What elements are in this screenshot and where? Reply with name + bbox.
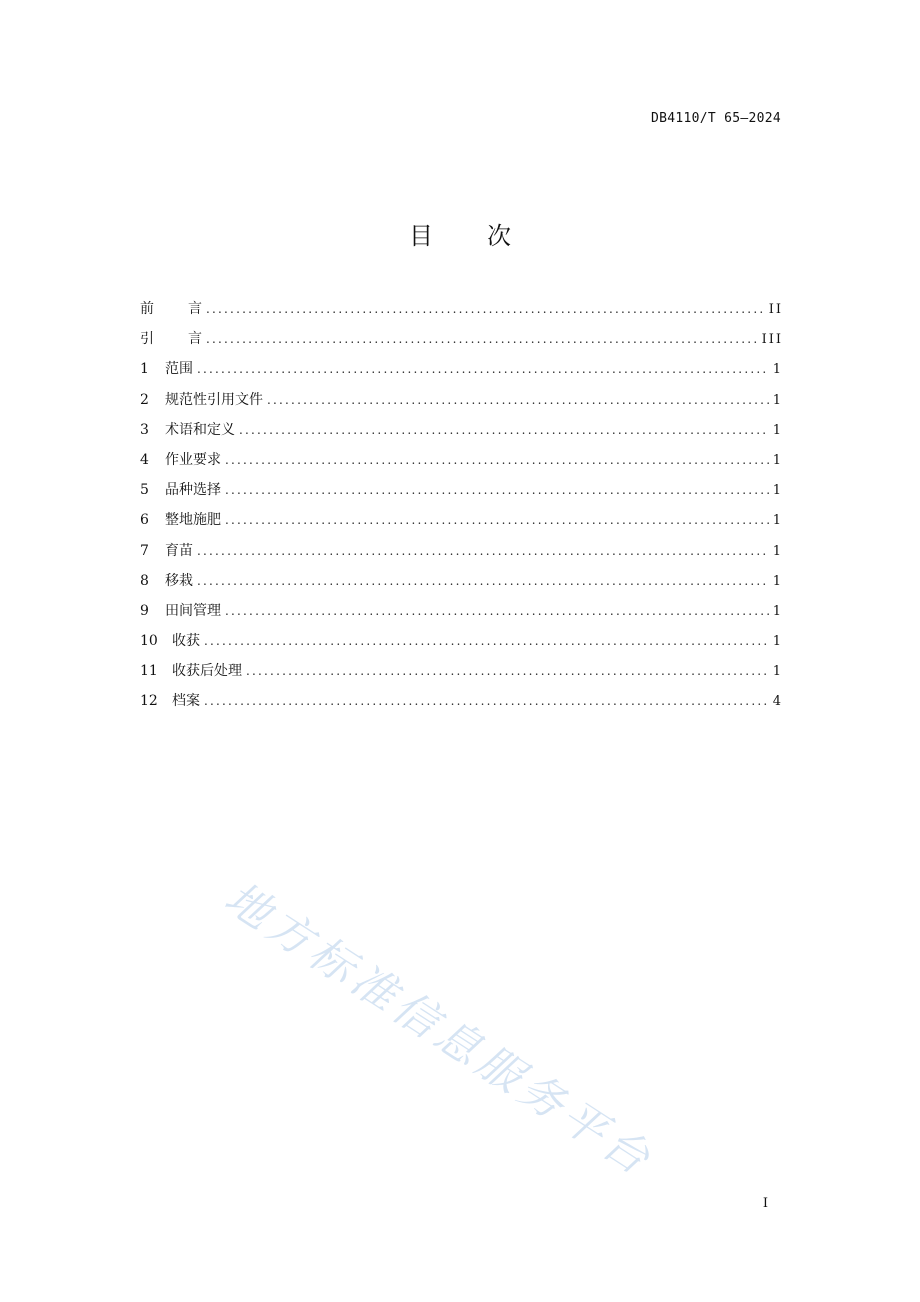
toc-entry-label: 品种选择 (165, 482, 221, 499)
toc-entry-label: 规范性引用文件 (165, 391, 263, 408)
toc-entry[interactable] (140, 479, 781, 509)
toc-entry-label: 引 言 (140, 331, 202, 348)
toc-entry-page: 1 (772, 422, 783, 438)
toc-title-char-2: 次 (487, 222, 511, 250)
toc-entry-page: 1 (772, 513, 783, 529)
toc-entry-page: 1 (772, 664, 783, 680)
toc-leader-dots (206, 332, 758, 346)
toc-leader-dots (225, 453, 769, 467)
toc-leader-dots (204, 634, 769, 648)
toc-entry-label: 术语和定义 (165, 421, 235, 438)
toc-entry[interactable] (140, 600, 781, 630)
toc-entry-label: 收获 (172, 633, 200, 650)
toc-entry-label: 育苗 (165, 542, 193, 559)
toc-entry-page: III (761, 332, 783, 348)
toc-entry-label: 作业要求 (165, 451, 221, 468)
toc-entry-number: 8 (140, 572, 149, 589)
toc-entry-label: 范围 (165, 361, 193, 378)
toc-entry-page: 1 (772, 362, 783, 378)
table-of-contents (140, 298, 781, 721)
toc-title (0, 216, 920, 251)
toc-leader-dots (204, 694, 769, 708)
toc-entry-page: 1 (772, 483, 783, 499)
toc-entry-label: 移栽 (165, 572, 193, 589)
watermark-text: 地方标准信息服务平台 (215, 872, 663, 1188)
toc-leader-dots (267, 393, 769, 407)
toc-entry-page: 1 (772, 603, 783, 619)
toc-entry-number: 1 (140, 361, 149, 378)
toc-entry[interactable] (140, 389, 781, 419)
toc-entry-foreword[interactable] (140, 298, 781, 328)
toc-entry-number: 6 (140, 512, 149, 529)
toc-entry-page: 1 (772, 452, 783, 468)
toc-entry-number: 5 (140, 482, 149, 499)
toc-leader-dots (225, 513, 769, 527)
toc-entry[interactable] (140, 690, 781, 720)
toc-entry-introduction[interactable] (140, 328, 781, 358)
toc-entry-page: II (768, 302, 783, 317)
toc-entry-page: 4 (772, 694, 783, 710)
page-number: I (762, 1196, 768, 1211)
toc-entry-number: 7 (140, 542, 149, 559)
toc-entry[interactable] (140, 630, 781, 660)
toc-entry-page: 1 (772, 392, 783, 408)
toc-entry[interactable] (140, 570, 781, 600)
toc-leader-dots (246, 664, 769, 678)
toc-leader-dots (239, 423, 769, 437)
toc-entry-label: 田间管理 (165, 602, 221, 619)
toc-entry-page: 1 (772, 543, 783, 559)
toc-entry-page: 1 (772, 573, 783, 589)
toc-entry[interactable] (140, 449, 781, 479)
toc-entry-number: 3 (140, 421, 149, 438)
document-code: DB4110/T 65—2024 (650, 111, 781, 126)
toc-entry-label: 前 言 (140, 301, 202, 317)
toc-entry-number: 10 (140, 633, 158, 650)
toc-entry[interactable] (140, 509, 781, 539)
toc-entry-number: 11 (140, 663, 158, 680)
toc-entry[interactable] (140, 419, 781, 449)
toc-entry-page: 1 (772, 634, 783, 650)
toc-entry[interactable] (140, 358, 781, 388)
toc-entry-number: 4 (140, 451, 149, 468)
toc-entry[interactable] (140, 660, 781, 690)
toc-entry-label: 收获后处理 (172, 663, 242, 680)
toc-entry-label: 整地施肥 (165, 512, 221, 529)
toc-leader-dots (197, 362, 769, 376)
toc-entry-number: 9 (140, 602, 149, 619)
toc-leader-dots (206, 302, 765, 316)
toc-leader-dots (197, 574, 769, 588)
toc-leader-dots (197, 544, 769, 558)
toc-leader-dots (225, 604, 769, 618)
toc-leader-dots (225, 483, 769, 497)
toc-entry[interactable] (140, 540, 781, 570)
toc-entry-label: 档案 (172, 693, 200, 710)
toc-entry-number: 12 (140, 693, 158, 710)
toc-entry-number: 2 (140, 391, 149, 408)
toc-title-char-1: 目 (409, 222, 433, 250)
